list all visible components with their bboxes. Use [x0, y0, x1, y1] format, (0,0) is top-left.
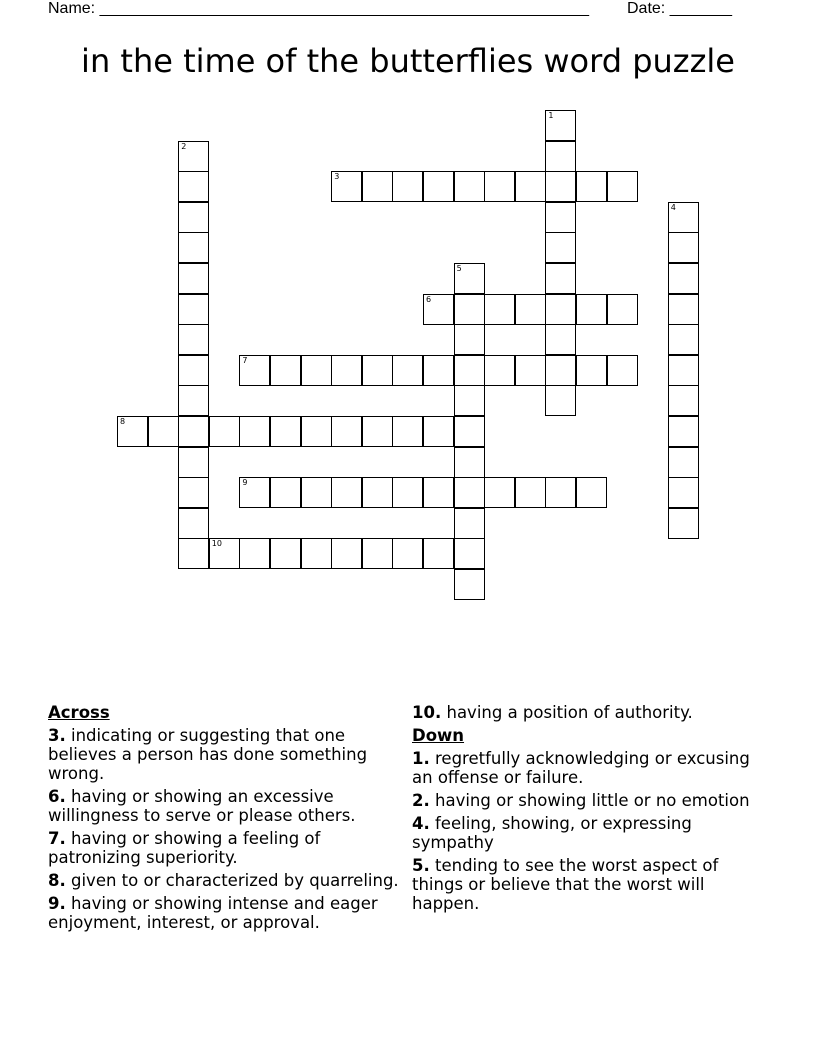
grid-cell[interactable] [454, 538, 485, 569]
grid-cell[interactable] [392, 416, 423, 447]
grid-cell[interactable] [178, 202, 209, 233]
grid-cell[interactable] [454, 385, 485, 416]
clue-across-10 [412, 703, 772, 722]
grid-cell[interactable] [545, 324, 576, 355]
clue-number: 7. [48, 829, 66, 848]
grid-cell[interactable] [454, 355, 485, 386]
grid-cell[interactable] [270, 538, 301, 569]
grid-cell[interactable] [545, 110, 576, 141]
grid-cell[interactable] [607, 355, 638, 386]
grid-cell[interactable] [331, 416, 362, 447]
grid-cell[interactable] [117, 416, 148, 447]
grid-cell[interactable] [178, 171, 209, 202]
grid-cell[interactable] [454, 294, 485, 325]
clue-down-5 [412, 856, 772, 913]
grid-cell[interactable] [454, 569, 485, 600]
grid-cell[interactable] [392, 477, 423, 508]
grid-cell[interactable] [668, 294, 699, 325]
grid-cell[interactable] [668, 232, 699, 263]
grid-cell[interactable] [392, 171, 423, 202]
grid-cell[interactable] [668, 416, 699, 447]
clue-number: 8. [48, 871, 66, 890]
grid-cell[interactable] [209, 538, 240, 569]
grid-cell[interactable] [331, 538, 362, 569]
clues-column-right [412, 703, 772, 917]
clue-across-7 [48, 829, 408, 867]
grid-cell[interactable] [454, 416, 485, 447]
grid-cell[interactable] [270, 355, 301, 386]
grid-cell[interactable] [423, 355, 454, 386]
grid-cell[interactable] [576, 355, 607, 386]
down-heading: Down [412, 726, 465, 745]
grid-cell[interactable] [484, 477, 515, 508]
grid-cell[interactable] [607, 171, 638, 202]
grid-cell[interactable] [178, 477, 209, 508]
clue-down-1 [412, 749, 772, 787]
grid-cell[interactable] [178, 416, 209, 447]
clue-down-4 [412, 814, 772, 852]
grid-cell[interactable] [668, 447, 699, 478]
clue-down-2 [412, 791, 772, 810]
grid-cell[interactable] [362, 477, 393, 508]
grid-cell[interactable] [209, 416, 240, 447]
clue-number: 9. [48, 894, 66, 913]
grid-cell[interactable] [331, 171, 362, 202]
clue-text: having or showing little or no emotion [435, 791, 750, 810]
grid-cell[interactable] [239, 538, 270, 569]
grid-cell[interactable] [178, 263, 209, 294]
grid-cell[interactable] [484, 171, 515, 202]
grid-cell[interactable] [545, 355, 576, 386]
grid-cell[interactable] [454, 263, 485, 294]
across-heading: Across [48, 703, 110, 722]
clue-text: having or showing intense and eager enjoyment, interest, or approval. [48, 894, 378, 932]
clue-across-9 [48, 894, 408, 932]
grid-cell[interactable] [331, 355, 362, 386]
grid-cell[interactable] [392, 355, 423, 386]
clue-across-6 [48, 787, 408, 825]
clue-text: feeling, showing, or expressing sympathy [412, 814, 692, 852]
clue-across-8 [48, 871, 408, 890]
grid-cell[interactable] [423, 538, 454, 569]
grid-cell[interactable] [239, 355, 270, 386]
grid-cell[interactable] [178, 538, 209, 569]
clue-across-3 [48, 726, 408, 783]
clue-text: given to or characterized by quarreling. [71, 871, 399, 890]
cell-number: 6 [426, 294, 432, 304]
clue-number: 1. [412, 749, 430, 768]
grid-cell[interactable] [576, 477, 607, 508]
grid-cell[interactable] [178, 355, 209, 386]
grid-cell[interactable] [668, 324, 699, 355]
name-field: Name: _______________________________________________________ [48, 0, 589, 17]
grid-cell[interactable] [178, 294, 209, 325]
clue-text: having or showing a feeling of patronizing superiority. [48, 829, 321, 867]
grid-cell[interactable] [178, 232, 209, 263]
cell-number: 1 [548, 111, 554, 120]
grid-cell[interactable] [515, 171, 546, 202]
clue-number: 10. [412, 703, 442, 722]
grid-cell[interactable] [331, 477, 362, 508]
cell-number: 10 [211, 539, 222, 549]
cell-number: 7 [242, 355, 248, 365]
grid-cell[interactable] [515, 294, 546, 325]
clues-column-left [48, 703, 408, 936]
clue-number: 2. [412, 791, 430, 810]
grid-cell[interactable] [607, 294, 638, 325]
clue-text: having a position of authority. [446, 703, 693, 722]
grid-cell[interactable] [178, 385, 209, 416]
grid-cell[interactable] [178, 447, 209, 478]
grid-cell[interactable] [301, 416, 332, 447]
grid-cell[interactable] [362, 171, 393, 202]
grid-cell[interactable] [423, 477, 454, 508]
grid-cell[interactable] [301, 538, 332, 569]
grid-cell[interactable] [484, 355, 515, 386]
cell-number: 5 [456, 264, 462, 273]
cell-number: 2 [181, 141, 187, 151]
grid-cell[interactable] [423, 171, 454, 202]
grid-cell[interactable] [454, 447, 485, 478]
clue-number: 6. [48, 787, 66, 806]
clue-text: indicating or suggesting that one believes a person has done something wrong. [48, 726, 368, 783]
grid-cell[interactable] [178, 508, 209, 539]
grid-cell[interactable] [545, 294, 576, 325]
grid-cell[interactable] [515, 477, 546, 508]
grid-cell[interactable] [239, 416, 270, 447]
grid-cell[interactable] [668, 202, 699, 233]
grid-cell[interactable] [545, 263, 576, 294]
clue-number: 4. [412, 814, 430, 833]
grid-cell[interactable] [545, 171, 576, 202]
grid-cell[interactable] [423, 294, 454, 325]
grid-cell[interactable] [362, 355, 393, 386]
grid-cell[interactable] [668, 508, 699, 539]
grid-cell[interactable] [423, 416, 454, 447]
grid-cell[interactable] [668, 355, 699, 386]
grid-cell[interactable] [668, 263, 699, 294]
clue-number: 5. [412, 856, 430, 875]
grid-cell[interactable] [148, 416, 179, 447]
grid-cell[interactable] [454, 477, 485, 508]
grid-cell[interactable] [454, 171, 485, 202]
grid-cell[interactable] [576, 171, 607, 202]
grid-cell[interactable] [545, 477, 576, 508]
grid-cell[interactable] [545, 202, 576, 233]
grid-cell[interactable] [301, 355, 332, 386]
clue-text: regretfully acknowledging or excusing an offense or failure. [412, 749, 750, 787]
grid-cell[interactable] [301, 477, 332, 508]
grid-cell[interactable] [515, 355, 546, 386]
grid-cell[interactable] [484, 294, 515, 325]
grid-cell[interactable] [668, 477, 699, 508]
grid-cell[interactable] [454, 324, 485, 355]
cell-number: 4 [670, 202, 676, 212]
date-field: Date: _______ [627, 0, 732, 17]
page-title: in the time of the butterflies word puzzle [81, 42, 735, 80]
grid-cell[interactable] [362, 416, 393, 447]
grid-cell[interactable] [270, 477, 301, 508]
grid-cell[interactable] [178, 141, 209, 172]
grid-cell[interactable] [392, 538, 423, 569]
grid-cell[interactable] [576, 294, 607, 325]
cell-number: 3 [334, 172, 340, 182]
clue-text: tending to see the worst aspect of things or believe that the worst will happen. [412, 856, 719, 913]
grid-cell[interactable] [545, 232, 576, 263]
cell-number: 9 [242, 478, 248, 488]
grid-cell[interactable] [362, 538, 393, 569]
cell-number: 8 [120, 417, 126, 426]
grid-cell[interactable] [545, 385, 576, 416]
grid-cell[interactable] [545, 141, 576, 172]
grid-cell[interactable] [454, 508, 485, 539]
grid-cell[interactable] [178, 324, 209, 355]
clue-text: having or showing an excessive willingness to serve or please others. [48, 787, 356, 825]
grid-cell[interactable] [668, 385, 699, 416]
grid-cell[interactable] [270, 416, 301, 447]
clue-number: 3. [48, 726, 66, 745]
grid-cell[interactable] [239, 477, 270, 508]
